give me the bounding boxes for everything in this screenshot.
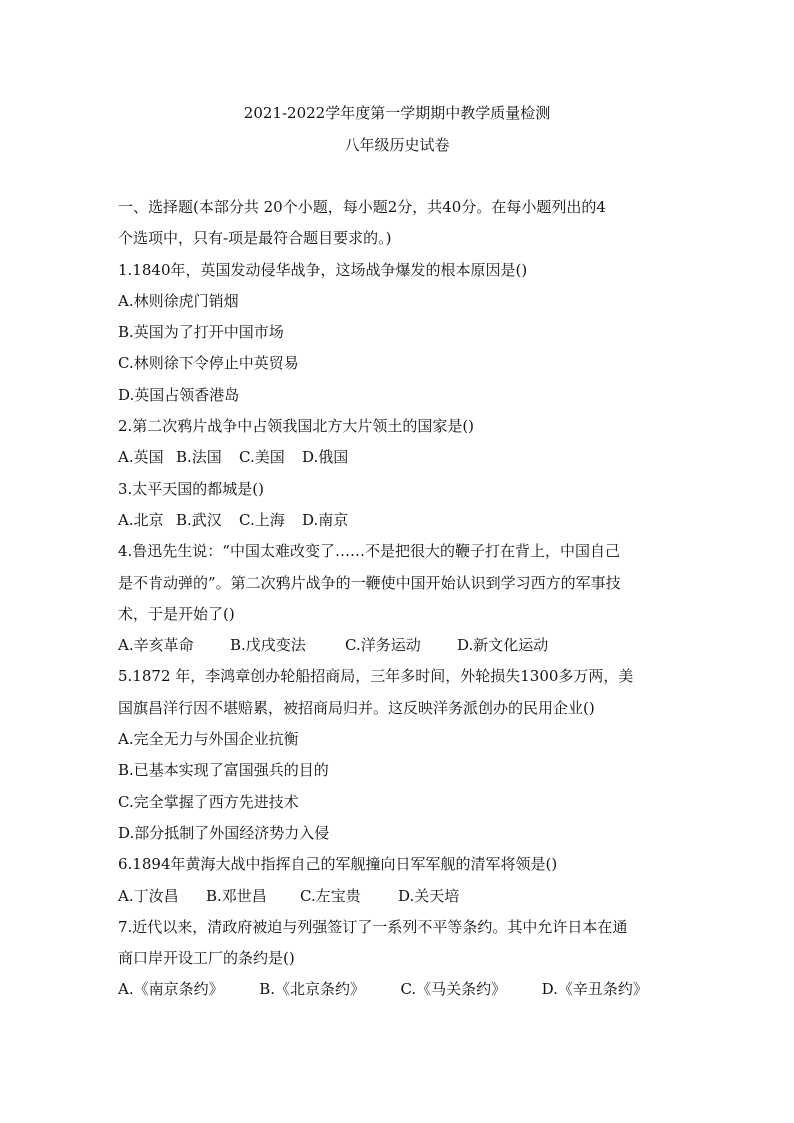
option-b: B.英国为了打开中国市场 [118,323,284,342]
option-b: B.武汉 [176,510,222,529]
option-d: D.新文化运动 [457,636,549,655]
option-d: D.关天培 [398,886,460,905]
section-heading-line-2: 个选项中，只有-项是最符合题目要求的。) [118,229,392,248]
question-2 [118,411,678,474]
section-heading-line-1: 一、选择题(本部分共 20个小题，每小题2分，共40分。在每小题列出的4 [118,198,606,216]
question-1 [118,255,678,411]
question-stem-line: 商口岸开设工厂的条约是() [118,949,295,968]
question-6 [118,849,678,912]
option-row [118,974,678,1005]
option-b: B.戊戌变法 [230,636,306,655]
option-row [118,881,678,912]
question-3 [118,474,678,537]
option-d: D.南京 [302,510,349,529]
option-a: A.辛亥革命 [118,636,194,655]
option-b: B.邓世昌 [206,886,267,905]
option-a: A.林则徐虎门销烟 [118,291,239,310]
question-stem-line: 国旗昌洋行因不堪赔累，被招商局归并。这反映洋务派创办的民用企业() [118,698,595,717]
option-c: C.洋务运动 [345,636,421,655]
question-stem-line: 3.太平天国的都城是() [118,479,265,498]
option-row [118,442,678,473]
option-a: A.完全无力与外国企业抗衡 [118,730,299,749]
question-stem-line: 7.近代以来，清政府被迫与列强签订了一系列不平等条约。其中允许日本在通 [118,917,628,936]
option-d: D.部分抵制了外国经济势力入侵 [118,823,330,842]
question-stem-line: 是不肯动弹的”。第二次鸦片战争的一鞭使中国开始认识到学习西方的军事技 [118,573,621,592]
exam-subtitle: 八年级历史试卷 [344,136,450,154]
question-5 [118,661,678,849]
option-row [118,505,678,536]
option-row [118,630,678,661]
option-a: A.《南京条约》 [118,980,224,999]
question-4 [118,536,678,661]
option-d: D.《辛丑条约》 [541,980,648,999]
question-stem-line: 4.鲁迅先生说：“中国太难改变了……不是把很大的鞭子打在背上，中国自己 [118,542,620,561]
question-7 [118,912,678,1006]
question-stem-line: 2.第二次鸦片战争中占领我国北方大片领土的国家是() [118,417,475,436]
option-c: C.《马关条约》 [400,980,507,999]
exam-title: 2021-2022学年度第一学期期中教学质量检测 [243,104,551,122]
option-c: C.完全掌握了西方先进技术 [118,792,299,811]
question-stem-line: 5.1872 年，李鸿章创办轮船招商局，三年多时间，外轮损失1300多万两，美 [118,667,634,686]
option-b: B.已基本实现了富国强兵的目的 [118,761,329,780]
exam-body [118,192,678,1006]
question-stem-line: 1.1840年，英国发动侵华战争，这场战争爆发的根本原因是() [118,260,528,279]
option-d: D.英国占领香港岛 [118,385,240,404]
option-c: C.上海 [239,510,285,529]
option-a: A.北京 [118,510,164,529]
question-list [118,255,678,1006]
question-stem-line: 6.1894年黄海大战中指挥自己的军舰撞向日军军舰的清军将领是() [118,855,558,874]
option-b: B.《北京条约》 [259,980,366,999]
option-a: A.丁汝昌 [118,886,179,905]
option-d: D.俄国 [302,448,349,467]
option-c: C.美国 [239,448,285,467]
option-b: B.法国 [176,448,222,467]
question-stem-line: 术，于是开始了() [118,604,235,623]
option-c: C.林则徐下令停止中英贸易 [118,354,299,373]
option-c: C.左宝贵 [300,886,361,905]
option-a: A.英国 [118,448,164,467]
